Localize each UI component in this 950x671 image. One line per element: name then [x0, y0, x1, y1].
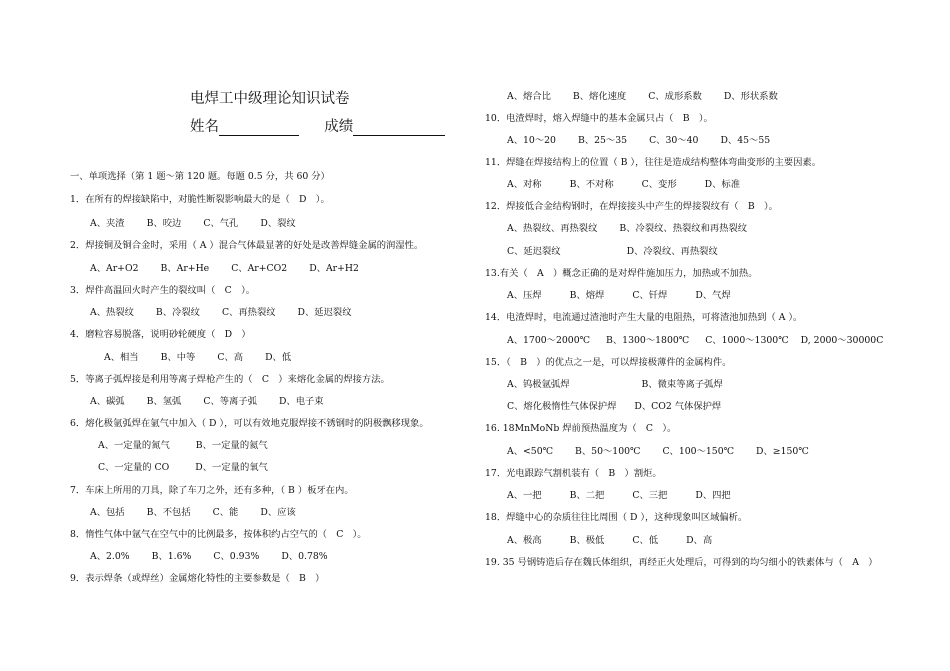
option: A、夹渣 — [90, 218, 125, 229]
option: D、裂纹 — [260, 218, 296, 229]
option: C、高 — [217, 352, 244, 363]
option: A、10～20 — [507, 135, 556, 146]
option: C、再热裂纹 — [221, 307, 276, 318]
option: C、气孔 — [203, 218, 239, 229]
question-15-options-2 — [507, 401, 743, 413]
option: B、微束等离子弧焊 — [641, 379, 723, 390]
question-2: 2．焊接铜及铜合金时，采用（ A ）混合气体最显著的好处是改善焊缝金属的润湿性。 — [70, 240, 424, 251]
question-16: 16. 18MnMoNb 焊前预热温度为（ C ）。 — [485, 423, 677, 434]
option: D、应该 — [260, 507, 296, 518]
option: B、1300～1800℃ — [606, 335, 690, 346]
option: B、冷裂纹、热裂纹和再热裂纹 — [619, 223, 748, 234]
question-6-options — [98, 440, 290, 452]
option: B、Ar+He — [160, 263, 210, 274]
option: A、相当 — [104, 352, 139, 363]
question-5-options — [90, 396, 346, 408]
option: B、中等 — [160, 352, 196, 363]
option: A、热裂纹 — [90, 307, 134, 318]
option: D、标准 — [704, 179, 741, 190]
score-blank — [353, 121, 445, 136]
question-14: 14．电渣焊时，电流通过渣池时产生大量的电阻热，可将渣池加热到（ A ）。 — [485, 312, 803, 323]
question-15: 15．（ B ）的优点之一是，可以焊接极薄件的金属构件。 — [485, 357, 732, 368]
question-4: 4．磨粒容易脱落，说明砂轮硬度（ D ） — [70, 329, 251, 340]
option: D、≥150℃ — [756, 446, 809, 457]
option: C、变形 — [641, 179, 677, 190]
question-9-options — [507, 91, 800, 103]
question-17: 17．光电跟踪气割机装有（ B ）割炬。 — [485, 468, 662, 479]
right-column — [485, 0, 950, 671]
option: A、Ar+O2 — [90, 263, 139, 274]
question-16-options — [507, 446, 831, 458]
question-3: 3．焊件高温回火时产生的裂纹叫（ C ）。 — [70, 285, 256, 296]
option: C、成形系数 — [648, 91, 702, 102]
option: D、Ar+H2 — [309, 263, 359, 274]
question-6-options-2 — [98, 462, 290, 474]
question-4-options — [104, 352, 313, 364]
option: C、100～150℃ — [662, 446, 735, 457]
question-2-options — [90, 263, 381, 275]
question-1-options — [90, 218, 318, 230]
question-13-options — [507, 290, 753, 302]
option: B、1.6% — [151, 551, 192, 562]
name-blank — [219, 121, 299, 136]
question-11: 11．焊缝在焊接结构上的位置（ B ），往往是造成结构整体弯曲变形的主要因素。 — [485, 157, 822, 168]
option: B、极低 — [569, 535, 605, 546]
question-15-options — [507, 379, 745, 391]
option: D、气焊 — [695, 290, 731, 301]
option: A、2.0% — [90, 551, 130, 562]
option: A、包括 — [90, 507, 125, 518]
option: A、钨极氩弧焊 — [507, 379, 570, 390]
option: A、熔合比 — [507, 91, 551, 102]
question-12: 12．焊接低合金结构钢时，在焊接接头中产生的焊接裂纹有（ B ）。 — [485, 201, 778, 212]
option: C、1000～1300℃ — [705, 335, 789, 346]
question-12-options-2 — [507, 246, 740, 258]
option: D, 2000～30000C — [800, 335, 884, 346]
name-score-row — [190, 118, 445, 136]
option: D、延迟裂纹 — [297, 307, 352, 318]
option: C、三把 — [632, 490, 668, 501]
question-7-options — [90, 507, 318, 519]
option: C、30～40 — [649, 135, 699, 146]
option: C、0.93% — [213, 551, 260, 562]
option: D、低 — [265, 352, 292, 363]
option: A、碳弧 — [90, 396, 125, 407]
option: C、钎焊 — [632, 290, 668, 301]
question-10: 10．电渣焊时，熔入焊缝中的基本金属只占（ B ）。 — [485, 113, 713, 124]
question-5: 5．等离子弧焊接是利用等离子焊枪产生的（ C ）来熔化金属的焊接方法。 — [70, 374, 390, 385]
question-19: 19. 35 号钢铸造后存在魏氏体组织，再经正火处理后，可得到的均匀细小的铁素体与（ A ） — [485, 557, 878, 568]
question-3-options — [90, 307, 374, 319]
option: B、咬边 — [146, 218, 182, 229]
option: A、压焊 — [507, 290, 542, 301]
question-6: 6．熔化极氩弧焊在氩气中加入（ D ），可以有效地克服焊接不锈钢时的阴极飘移现象。 — [70, 418, 429, 429]
option: A、极高 — [507, 535, 542, 546]
question-18: 18．焊缝中心的杂质往往比周围（ D ），这种现象叫区域偏析。 — [485, 512, 748, 523]
option: A、1700～2000℃ — [507, 335, 591, 346]
question-9: 9．表示焊条（或焊丝）金属熔化特性的主要参数是（ B ） — [70, 573, 325, 584]
option: B、25～35 — [577, 135, 628, 146]
page-title: 电焊工中级理论知识试卷 — [190, 91, 350, 107]
question-1: 1．在所有的焊接缺陷中，对脆性断裂影响最大的是（ D ）。 — [70, 194, 330, 205]
question-13: 13.有关（ A ）概念正确的是对焊件施加压力，加热或不加热。 — [485, 268, 758, 279]
question-8: 8．惰性气体中氩气在空气中的比例最多，按体积约占空气的（ C ）。 — [70, 529, 367, 540]
question-10-options — [507, 135, 792, 147]
option: D、0.78% — [281, 551, 328, 562]
question-11-options — [507, 179, 762, 191]
name-label: 姓名 — [190, 119, 219, 135]
option: A、一定量的氮气 — [98, 440, 170, 451]
option: B、二把 — [569, 490, 605, 501]
option: D、一定量的氧气 — [195, 462, 268, 473]
option: D、CO2 气体保护焊 — [634, 401, 722, 412]
option: C、一定量的 CO — [98, 462, 170, 473]
option: D、高 — [686, 535, 713, 546]
option: A、对称 — [507, 179, 542, 190]
option: C、低 — [632, 535, 659, 546]
option: C、熔化极惰性气体保护焊 — [507, 401, 617, 412]
question-12-options — [507, 223, 769, 235]
option: C、延迟裂纹 — [507, 246, 561, 257]
option: B、不包括 — [146, 507, 191, 518]
question-17-options — [507, 490, 753, 502]
question-14-options — [507, 335, 905, 347]
question-7: 7．车床上所用的刀具，除了车刀之外，还有多种，（ B ）板牙在内。 — [70, 485, 354, 496]
option: A、<50℃ — [507, 446, 554, 457]
option: D、电子束 — [278, 396, 324, 407]
question-18-options — [507, 535, 734, 547]
option: C、Ar+CO2 — [231, 263, 288, 274]
option: B、氢弧 — [146, 396, 182, 407]
option: B、50～100℃ — [575, 446, 641, 457]
option: B、不对称 — [569, 179, 614, 190]
option: A、热裂纹、再热裂纹 — [507, 223, 598, 234]
option: B、一定量的氦气 — [195, 440, 268, 451]
option: D、四把 — [695, 490, 731, 501]
question-8-options — [90, 551, 350, 563]
option: C、能 — [212, 507, 239, 518]
section-heading: 一、单项选择（第 1 题～第 120 题。每题 0.5 分，共 60 分） — [70, 171, 330, 182]
option: B、冷裂纹 — [155, 307, 200, 318]
option: D、形状系数 — [723, 91, 778, 102]
option: C、等离子弧 — [203, 396, 257, 407]
option: D、冷裂纹、再热裂纹 — [626, 246, 718, 257]
option: B、熔化速度 — [572, 91, 627, 102]
option: A、一把 — [507, 490, 542, 501]
option: B、熔焊 — [569, 290, 605, 301]
score-label: 成绩 — [324, 119, 354, 135]
option: D、45～55 — [720, 135, 771, 146]
